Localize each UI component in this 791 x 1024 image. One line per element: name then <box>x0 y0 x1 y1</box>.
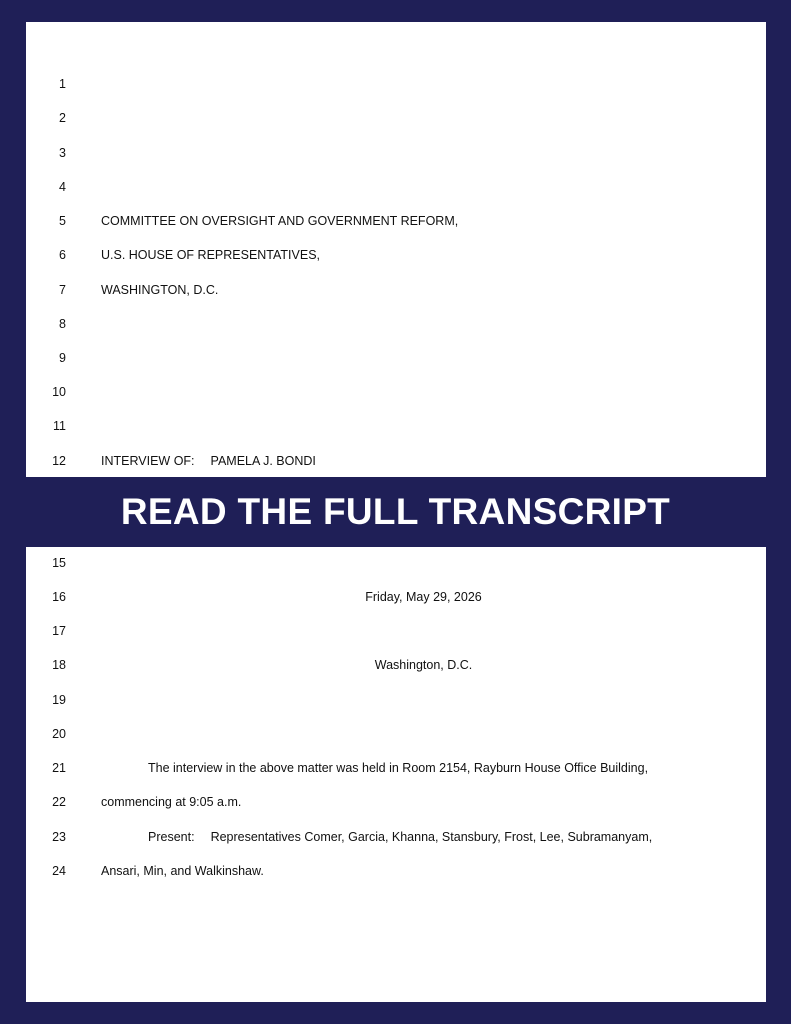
line-number: 3 <box>59 146 66 160</box>
line-21 <box>26 758 766 778</box>
interview-label: INTERVIEW OF: <box>101 454 195 468</box>
interview-location: Washington, D.C. <box>374 658 473 672</box>
line-number: 4 <box>59 180 66 194</box>
line-7 <box>26 280 766 300</box>
line-number: 6 <box>59 248 66 262</box>
line-15 <box>26 553 766 573</box>
line-8 <box>26 314 766 334</box>
line-number: 5 <box>59 214 66 228</box>
present-members: Representatives Comer, Garcia, Khanna, Stansbury, Frost, Lee, Subramanyam, <box>210 830 653 844</box>
line-number: 8 <box>59 317 66 331</box>
interviewee-name: PAMELA J. BONDI <box>210 454 316 468</box>
line-number: 19 <box>52 693 66 707</box>
present-label: Present: <box>148 830 195 844</box>
line-number: 10 <box>52 385 66 399</box>
house-name: U.S. HOUSE OF REPRESENTATIVES, <box>101 248 321 262</box>
body-paragraph-1-cont: commencing at 9:05 a.m. <box>101 795 242 809</box>
line-10 <box>26 382 766 402</box>
line-number: 21 <box>52 761 66 775</box>
committee-name: COMMITTEE ON OVERSIGHT AND GOVERNMENT REFORM, <box>101 214 459 228</box>
line-12 <box>26 451 766 471</box>
line-11 <box>26 416 766 436</box>
line-5 <box>26 211 766 231</box>
line-number: 18 <box>52 658 66 672</box>
transcript-page-bottom <box>26 547 766 1002</box>
line-2 <box>26 108 766 128</box>
line-23 <box>26 827 766 847</box>
line-number: 15 <box>52 556 66 570</box>
line-6 <box>26 245 766 265</box>
line-16 <box>26 587 766 607</box>
line-18 <box>26 655 766 675</box>
transcript-page-top <box>26 22 766 477</box>
line-9 <box>26 348 766 368</box>
line-number: 24 <box>52 864 66 878</box>
present-members-cont: Ansari, Min, and Walkinshaw. <box>101 864 264 878</box>
line-17 <box>26 621 766 641</box>
line-number: 7 <box>59 283 66 297</box>
location-heading: WASHINGTON, D.C. <box>101 283 219 297</box>
line-number: 12 <box>52 454 66 468</box>
read-transcript-banner[interactable] <box>0 477 791 547</box>
line-20 <box>26 724 766 744</box>
banner-title: READ THE FULL TRANSCRIPT <box>120 491 671 532</box>
line-number: 16 <box>52 590 66 604</box>
line-number: 1 <box>59 77 66 91</box>
line-number: 22 <box>52 795 66 809</box>
body-paragraph-1: The interview in the above matter was held in Room 2154, Rayburn House Office Building, <box>148 761 649 775</box>
line-4 <box>26 177 766 197</box>
line-number: 23 <box>52 830 66 844</box>
line-3 <box>26 143 766 163</box>
line-number: 2 <box>59 111 66 125</box>
line-19 <box>26 690 766 710</box>
interview-line <box>101 451 316 471</box>
line-24 <box>26 861 766 881</box>
line-number: 11 <box>53 419 66 433</box>
line-22 <box>26 792 766 812</box>
line-1 <box>26 74 766 94</box>
line-number: 9 <box>59 351 66 365</box>
line-number: 20 <box>52 727 66 741</box>
line-number: 17 <box>52 624 66 638</box>
present-line <box>148 827 652 847</box>
interview-date: Friday, May 29, 2026 <box>365 590 482 604</box>
